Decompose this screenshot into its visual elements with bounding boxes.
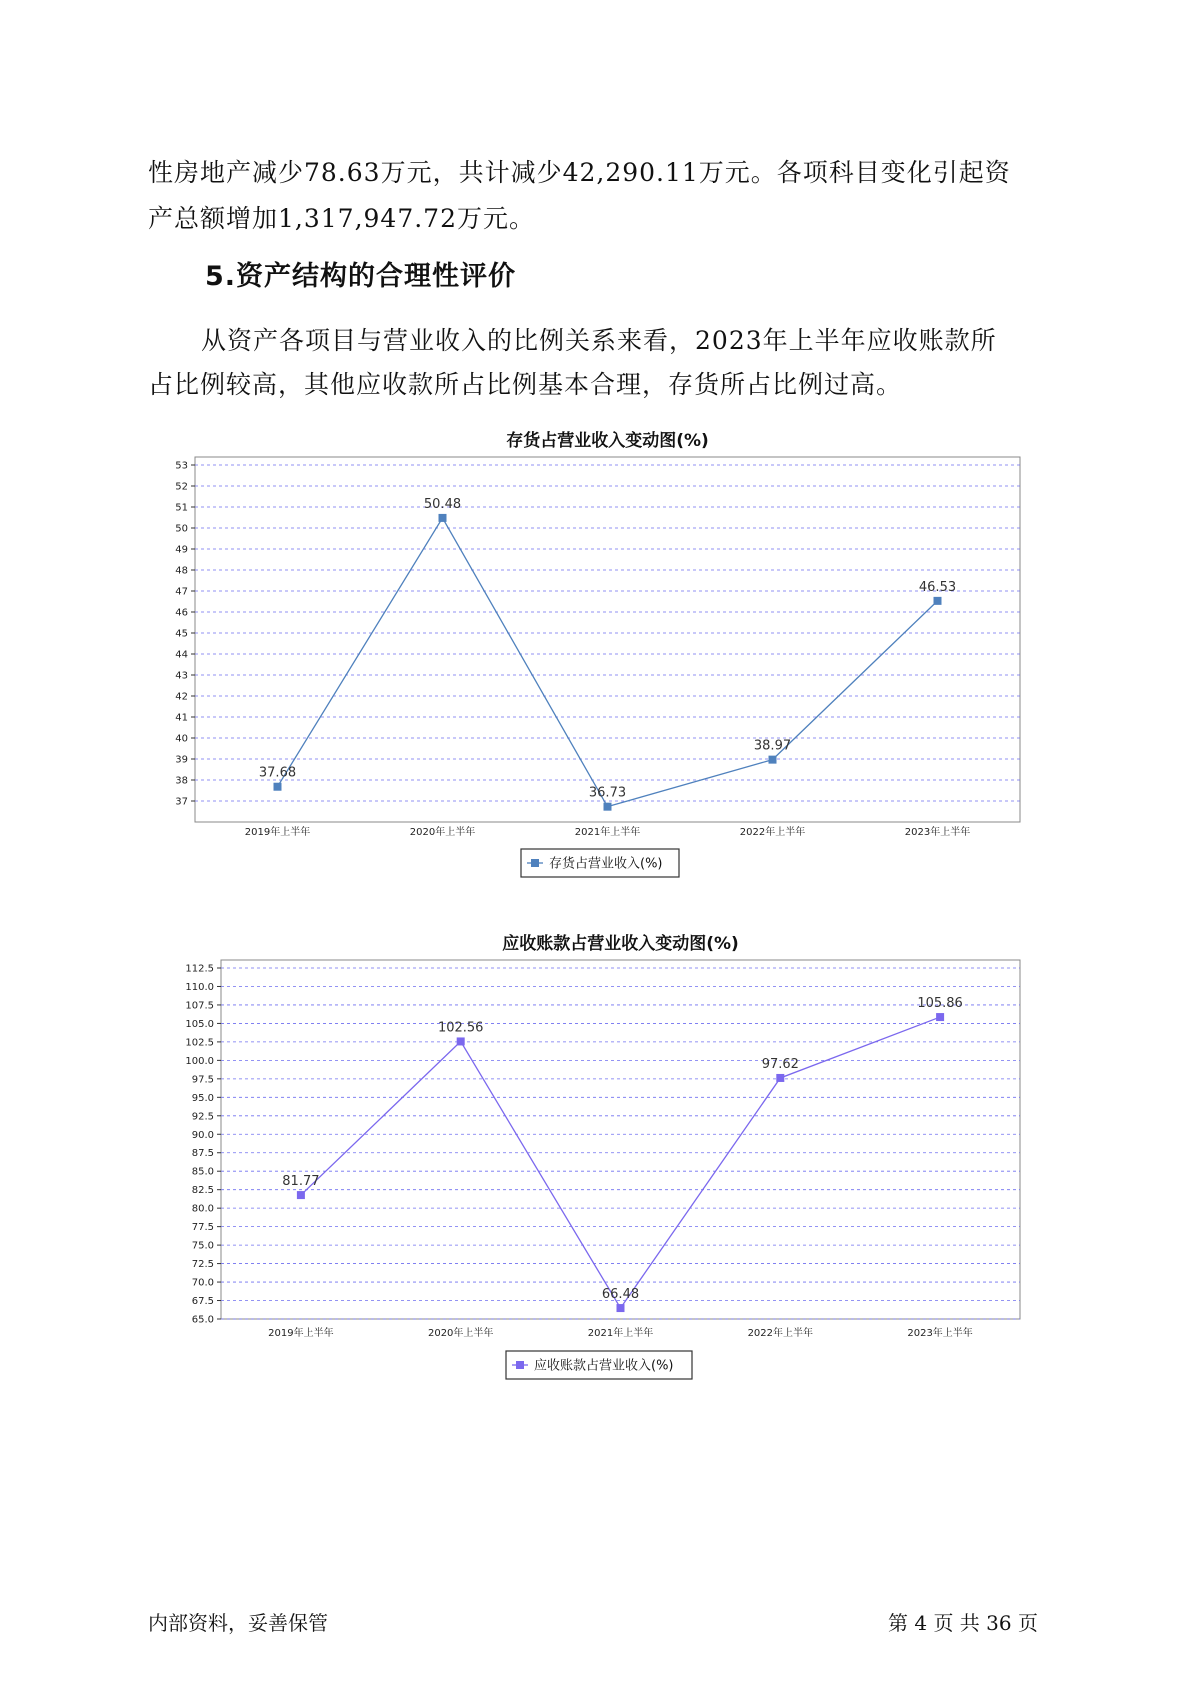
y-tick-label: 75.0 bbox=[191, 1240, 214, 1252]
data-label: 102.56 bbox=[437, 1020, 484, 1036]
data-label: 81.77 bbox=[282, 1174, 320, 1190]
x-tick-label: 2021年上半年 bbox=[587, 1328, 654, 1339]
y-tick-label: 110.0 bbox=[185, 981, 214, 993]
section-heading: 5.资产结构的合理性评价 bbox=[205, 261, 517, 292]
footer-confidential-note: 内部资料，妥善保管 bbox=[148, 1611, 328, 1635]
y-tick-label: 40 bbox=[175, 733, 188, 745]
y-tick-label: 47 bbox=[175, 586, 188, 598]
y-tick-label: 97.5 bbox=[191, 1074, 214, 1086]
data-label: 37.68 bbox=[258, 765, 297, 781]
y-tick-label: 70.0 bbox=[191, 1277, 214, 1289]
data-point-marker bbox=[769, 756, 777, 764]
x-tick-label: 2019年上半年 bbox=[244, 827, 311, 838]
data-point-marker bbox=[604, 803, 612, 811]
y-tick-label: 100.0 bbox=[185, 1055, 214, 1067]
series-line bbox=[278, 518, 938, 807]
data-label: 50.48 bbox=[423, 496, 462, 512]
y-tick-label: 67.5 bbox=[191, 1296, 214, 1308]
y-tick-label: 43 bbox=[175, 670, 188, 682]
receivables-ratio-chart bbox=[0, 925, 1191, 1385]
y-tick-label: 112.5 bbox=[185, 963, 214, 975]
x-tick-label: 2023年上半年 bbox=[904, 827, 971, 838]
x-tick-label: 2022年上半年 bbox=[739, 827, 806, 838]
y-tick-label: 49 bbox=[175, 544, 188, 556]
y-tick-label: 44 bbox=[175, 649, 188, 661]
x-tick-label: 2023年上半年 bbox=[907, 1328, 973, 1339]
y-tick-label: 92.5 bbox=[191, 1111, 214, 1123]
chart-title: 存货占营业收入变动图(%) bbox=[506, 431, 709, 451]
chart-title: 应收账款占营业收入变动图(%) bbox=[502, 934, 739, 954]
y-tick-label: 50 bbox=[175, 523, 188, 535]
y-tick-label: 102.5 bbox=[185, 1037, 214, 1049]
paragraph-1-line-2: 产总额增加1,317,947.72万元。 bbox=[148, 204, 535, 233]
y-tick-label: 90.0 bbox=[191, 1129, 214, 1141]
data-point-marker bbox=[617, 1304, 625, 1312]
data-point-marker bbox=[439, 514, 447, 522]
y-tick-label: 51 bbox=[175, 502, 188, 514]
y-tick-label: 80.0 bbox=[191, 1203, 214, 1215]
data-point-marker bbox=[936, 1013, 944, 1021]
x-tick-label: 2019年上半年 bbox=[268, 1328, 334, 1339]
paragraph-2-line-2: 占比例较高，其他应收款所占比例基本合理，存货所占比例过高。 bbox=[148, 370, 903, 399]
paragraph-1-line-1: 性房地产减少78.63万元，共计减少42,290.11万元。各项科目变化引起资 bbox=[148, 158, 1011, 187]
x-tick-label: 2021年上半年 bbox=[574, 827, 641, 838]
data-label: 46.53 bbox=[918, 579, 957, 595]
y-tick-label: 65.0 bbox=[191, 1314, 214, 1326]
y-tick-label: 107.5 bbox=[185, 1000, 214, 1012]
y-tick-label: 38 bbox=[175, 775, 188, 787]
inventory-ratio-chart bbox=[0, 425, 1191, 885]
paragraph-2-line-1: 从资产各项目与营业收入的比例关系来看，2023年上半年应收账款所 bbox=[201, 326, 997, 355]
data-label: 105.86 bbox=[917, 996, 963, 1012]
y-tick-label: 52 bbox=[175, 481, 188, 493]
legend-label: 应收账款占营业收入(%) bbox=[534, 1358, 674, 1374]
legend-marker bbox=[531, 859, 539, 867]
x-tick-label: 2022年上半年 bbox=[747, 1328, 814, 1339]
y-tick-label: 53 bbox=[175, 460, 188, 472]
y-tick-label: 105.0 bbox=[185, 1018, 214, 1030]
y-tick-label: 45 bbox=[175, 628, 188, 640]
plot-area bbox=[221, 960, 1020, 1319]
plot-area bbox=[195, 457, 1020, 822]
data-point-marker bbox=[297, 1191, 305, 1199]
y-tick-label: 95.0 bbox=[191, 1092, 214, 1104]
footer-page-number: 第 4 页 共 36 页 bbox=[888, 1611, 1038, 1635]
data-label: 97.62 bbox=[761, 1056, 799, 1072]
legend-label: 存货占营业收入(%) bbox=[549, 856, 663, 872]
data-point-marker bbox=[776, 1074, 784, 1082]
data-point-marker bbox=[457, 1037, 465, 1045]
data-label: 66.48 bbox=[601, 1287, 640, 1303]
data-point-marker bbox=[274, 783, 282, 791]
data-label: 36.73 bbox=[588, 785, 627, 801]
y-tick-label: 48 bbox=[175, 565, 188, 577]
y-tick-label: 41 bbox=[175, 712, 188, 724]
y-tick-label: 87.5 bbox=[191, 1148, 214, 1160]
y-tick-label: 72.5 bbox=[191, 1259, 214, 1271]
y-tick-label: 42 bbox=[175, 691, 188, 703]
y-tick-label: 77.5 bbox=[191, 1222, 214, 1234]
y-tick-label: 37 bbox=[175, 796, 188, 808]
y-tick-label: 82.5 bbox=[191, 1185, 214, 1197]
y-tick-label: 39 bbox=[175, 754, 188, 766]
data-point-marker bbox=[934, 597, 942, 605]
data-label: 38.97 bbox=[753, 738, 792, 754]
legend-marker bbox=[516, 1361, 524, 1369]
y-tick-label: 85.0 bbox=[191, 1166, 214, 1178]
y-tick-label: 46 bbox=[175, 607, 188, 619]
x-tick-label: 2020年上半年 bbox=[409, 827, 476, 838]
x-tick-label: 2020年上半年 bbox=[427, 1328, 494, 1339]
